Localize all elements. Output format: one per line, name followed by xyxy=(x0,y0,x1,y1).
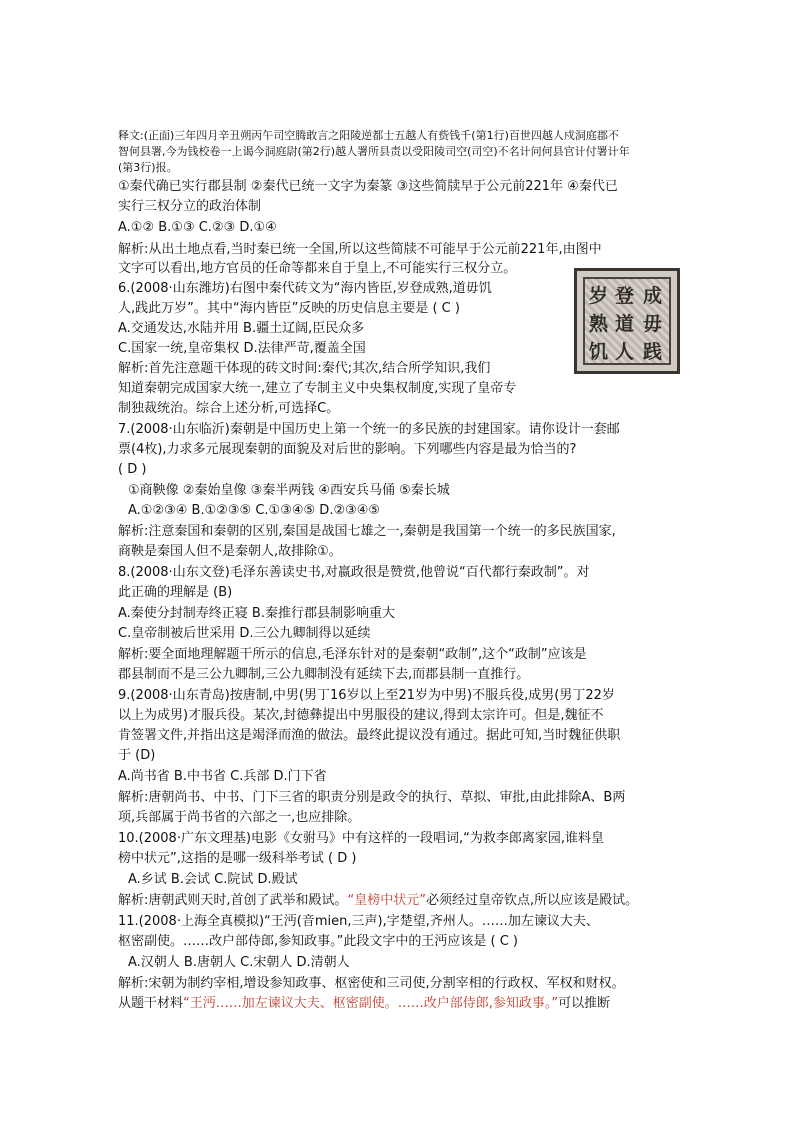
question-8: 此正确的理解是 (B) xyxy=(118,585,233,600)
answer-choices: A.汉朝人 B.唐朝人 C.宋朝人 D.清朝人 xyxy=(128,955,350,970)
explanation xyxy=(118,995,610,1013)
explanation: 制独裁统治。综合上述分析,可选择C。 xyxy=(118,401,340,416)
answer-choices: A.①②③④ B.①②③⑤ C.①③④⑤ D.②③④⑤ xyxy=(128,503,381,518)
inscription-char: 成 xyxy=(643,285,663,307)
question-9: 于 (D) xyxy=(118,748,156,763)
answer-choices: C.国家一统,皇帝集权 D.法律严苛,覆盖全国 xyxy=(118,341,366,356)
explanation: 解析:注意秦国和秦朝的区别,秦国是战国七雄之一,秦朝是我国第一个统一的多民族国家, xyxy=(118,524,616,539)
text-line: (第3行)报。 xyxy=(118,161,178,174)
brick-inscription-image xyxy=(574,268,680,374)
explanation-text: 从题干材料 xyxy=(118,996,184,1011)
explanation: 郡县制而不是三公九卿制,三公九卿制没有延续下去,而郡县制一直推行。 xyxy=(118,667,530,682)
question-9: 9.(2008·山东青岛)按唐制,中男(男丁16岁以上至21岁为中男)不服兵役,成男(男丁22岁 xyxy=(118,688,615,703)
question-11: 11.(2008·上海全真模拟)“王沔(音mien,三声),字楚望,齐州人。……加左谏议大夫、 xyxy=(118,914,599,929)
question-6: 6.(2008·山东潍坊)右图中秦代砖文为“海内皆臣,岁登成熟,道毋饥 xyxy=(118,281,492,296)
question-9: 以上为成男)才服兵役。某次,封德彝提出中男服役的建议,得到太宗许可。但是,魏征不 xyxy=(118,708,604,723)
explanation-text: 可以推断 xyxy=(558,996,611,1011)
explanation: 知道秦朝完成国家大统一,建立了专制主义中央集权制度,实现了皇帝专 xyxy=(118,381,517,396)
quoted-text: “皇榜中状元” xyxy=(347,893,426,908)
inscription-char: 践 xyxy=(643,341,663,363)
inscription-char: 熟 xyxy=(589,313,609,335)
explanation-text: 必须经过皇帝钦点,所以应该是殿试。 xyxy=(426,893,639,908)
answer-choices: C.皇帝制被后世采用 D.三公九卿制得以延续 xyxy=(118,626,371,641)
explanation: 解析:唐朝尚书、中书、门下三省的职责分别是政令的执行、草拟、审批,由此排除A、B两 xyxy=(118,790,626,805)
brick-inscription-border xyxy=(583,277,671,365)
inscription-char: 登 xyxy=(615,285,635,307)
explanation: 文字可以看出,地方官员的任命等都来自于皇上,不可能实行三权分立。 xyxy=(118,261,517,276)
answer-mark: ( D ) xyxy=(118,462,147,477)
inscription-char: 人 xyxy=(615,341,635,363)
question-9: 肯签署文件,并指出这是竭泽而渔的做法。最终此提议没有通过。据此可知,当时魏征供职 xyxy=(118,728,621,743)
question-8: 8.(2008·山东文登)毛泽东善读史书,对嬴政很是赞赏,他曾说“百代都行秦政制”。对 xyxy=(118,565,590,580)
answer-choices: A.乡试 B.会试 C.院试 D.殿试 xyxy=(128,872,298,887)
question-6: 人,践此万岁”。其中“海内皆臣”反映的历史信息主要是 ( C ) xyxy=(118,301,460,316)
text-line: 智何县署,今为钱校卷一上谒今洞庭尉(第2行)越人署所县责以受阳陵司空(司空)不名计问何县官计付署计年 xyxy=(118,145,630,158)
inscription-char: 道 xyxy=(615,313,635,335)
answer-choices: A.秦使分封制寿终正寝 B.秦推行郡县制影响重大 xyxy=(118,606,395,621)
question-7: 7.(2008·山东临沂)秦朝是中国历史上第一个统一的多民族的封建国家。请你设计一套邮 xyxy=(118,422,620,437)
option-list: 实行三权分立的政治体制 xyxy=(118,199,262,214)
option-list: ①秦代确已实行郡县制 ②秦代已统一文字为秦篆 ③这些简牍早于公元前221年 ④秦代已 xyxy=(118,179,618,194)
answer-choices: A.交通发达,水陆并用 B.疆土辽阔,臣民众多 xyxy=(118,321,365,336)
explanation: 解析:从出土地点看,当时秦已统一全国,所以这些简牍不可能早于公元前221年,由图中 xyxy=(118,242,602,257)
explanation: 解析:要全面地理解题干所示的信息,毛泽东针对的是秦朝“政制”,这个“政制”应该是 xyxy=(118,647,587,662)
explanation xyxy=(118,892,638,910)
question-7: 票(4枚),力求多元展现秦朝的面貌及对后世的影响。下列哪些内容是最为恰当的? xyxy=(118,442,577,457)
inscription-char: 毋 xyxy=(643,313,663,335)
explanation: 解析:宋朝为制约宰相,增设参知政事、枢密使和三司使,分割宰相的行政权、军权和财权。 xyxy=(118,976,625,991)
explanation: 解析:首先注意题干体现的砖文时间:秦代;其次,结合所学知识,我们 xyxy=(118,361,491,376)
answer-choices: A.尚书省 B.中书省 C.兵部 D.门下省 xyxy=(118,769,327,784)
quoted-text: “王沔……加左谏议大夫、枢密副使。……改户部侍郎,参知政事。” xyxy=(183,996,559,1011)
explanation: 项,兵部属于尚书省的六部之一,也应排除。 xyxy=(118,810,361,825)
inscription-char: 饥 xyxy=(589,341,609,363)
explanation: 商鞅是秦国人但不是秦朝人,故排除①。 xyxy=(118,544,342,559)
question-11: 枢密副使。……改户部侍郎,参知政事。”此段文字中的王沔应该是 ( C ) xyxy=(118,934,518,949)
answer-choices: A.①② B.①③ C.②③ D.①④ xyxy=(118,220,277,235)
option-list: ①商鞅像 ②秦始皇像 ③秦半两钱 ④西安兵马俑 ⑤秦长城 xyxy=(128,483,450,498)
explanation-text: 解析:唐朝武则天时,首创了武举和殿试。 xyxy=(118,893,348,908)
inscription-char: 岁 xyxy=(589,285,609,307)
question-10: 10.(2008·广东文理基)电影《女驸马》中有这样的一段唱词,“为救李郎离家园,谁料皇 xyxy=(118,831,605,846)
question-10: 榜中状元”,这指的是哪一级科举考试 ( D ) xyxy=(118,851,357,866)
text-line: 释文:(正面)三年四月辛丑朔丙午司空腾敢言之阳陵逆都士五越人有赀钱千(第1行)百世四越人戍洞庭郡不 xyxy=(118,129,619,142)
